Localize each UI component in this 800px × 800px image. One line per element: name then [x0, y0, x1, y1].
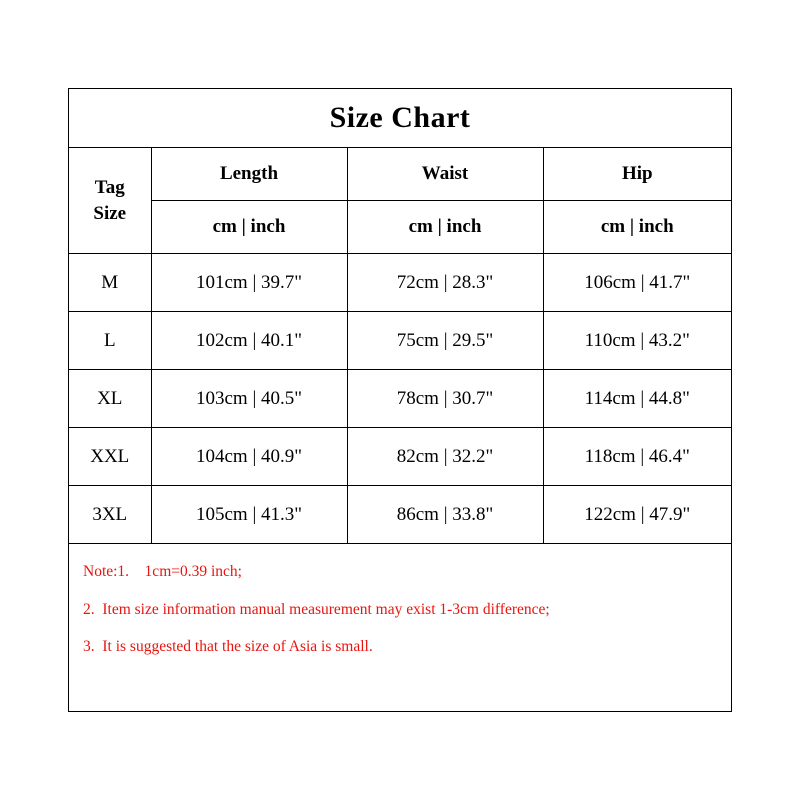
- table-row: [69, 312, 731, 370]
- row-length: 104cm | 40.9": [151, 428, 347, 486]
- row-length: 103cm | 40.5": [151, 370, 347, 428]
- header-waist: Waist: [347, 148, 543, 201]
- size-chart-frame: [68, 88, 732, 712]
- row-hip: 106cm | 41.7": [543, 254, 731, 312]
- header-hip: Hip: [543, 148, 731, 201]
- row-size: XL: [69, 370, 151, 428]
- row-waist: 78cm | 30.7": [347, 370, 543, 428]
- row-length: 102cm | 40.1": [151, 312, 347, 370]
- note-line-3: 3. It is suggested that the size of Asia is small.: [83, 638, 373, 655]
- row-hip: 118cm | 46.4": [543, 428, 731, 486]
- tag-size-header: [69, 148, 151, 254]
- size-table: [69, 148, 731, 544]
- row-size: M: [69, 254, 151, 312]
- note-line-1: Note:1. 1cm=0.39 inch;: [83, 563, 242, 580]
- table-header-row-units: [69, 201, 731, 254]
- row-hip: 110cm | 43.2": [543, 312, 731, 370]
- row-size: 3XL: [69, 486, 151, 544]
- chart-title-row: [69, 89, 731, 148]
- notes-section: [69, 544, 731, 655]
- table-header-row-main: [69, 148, 731, 201]
- table-row: [69, 486, 731, 544]
- row-waist: 86cm | 33.8": [347, 486, 543, 544]
- row-size: L: [69, 312, 151, 370]
- header-unit-waist: cm | inch: [347, 201, 543, 254]
- tag-size-label-line2: Size: [93, 202, 127, 224]
- header-unit-hip: cm | inch: [543, 201, 731, 254]
- row-hip: 114cm | 44.8": [543, 370, 731, 428]
- page-title: Size Chart: [329, 101, 471, 134]
- row-waist: 75cm | 29.5": [347, 312, 543, 370]
- table-row: [69, 370, 731, 428]
- row-length: 101cm | 39.7": [151, 254, 347, 312]
- row-hip: 122cm | 47.9": [543, 486, 731, 544]
- row-length: 105cm | 41.3": [151, 486, 347, 544]
- tag-size-label-line1: Tag: [94, 176, 125, 198]
- row-waist: 82cm | 32.2": [347, 428, 543, 486]
- row-waist: 72cm | 28.3": [347, 254, 543, 312]
- table-row: [69, 428, 731, 486]
- row-size: XXL: [69, 428, 151, 486]
- header-unit-length: cm | inch: [151, 201, 347, 254]
- note-line-2: 2. Item size information manual measurement may exist 1-3cm difference;: [83, 600, 550, 618]
- table-row: [69, 254, 731, 312]
- header-length: Length: [151, 148, 347, 201]
